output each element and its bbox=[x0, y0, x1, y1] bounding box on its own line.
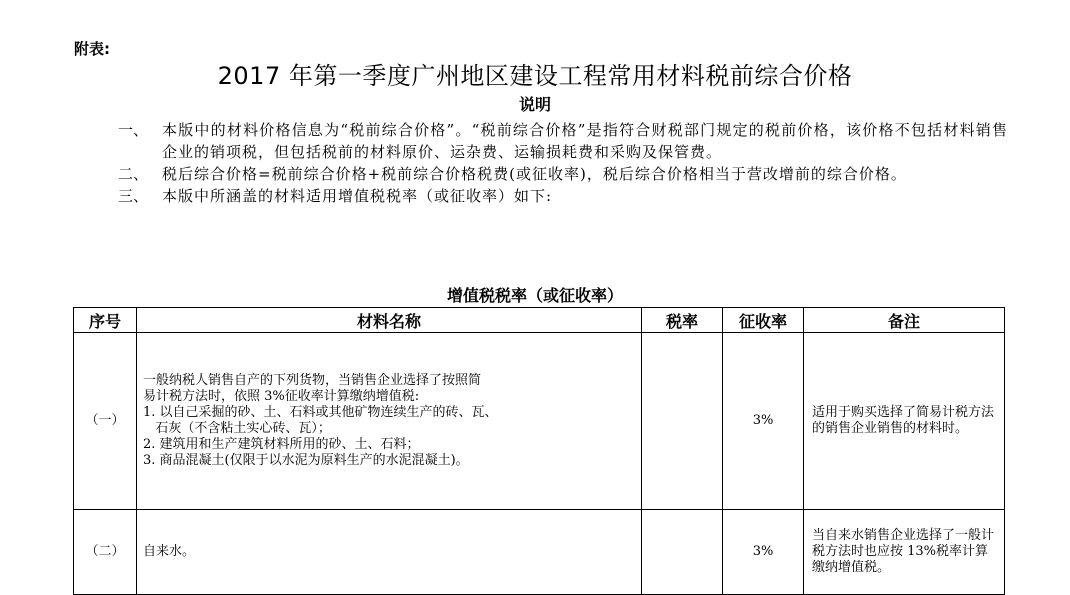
name-line: 自来水。 bbox=[143, 544, 196, 559]
note-number: 三、 bbox=[118, 187, 149, 205]
header-remark: 备注 bbox=[804, 308, 1005, 333]
page-title: 2017 年第一季度广州地区建设工程常用材料税前综合价格 bbox=[217, 62, 853, 90]
cell-seq: （二） bbox=[74, 510, 137, 595]
cell-remark: 当自来水销售企业选择了一般计税方法时也应按 13%税率计算缴纳增值税。 bbox=[804, 510, 1005, 595]
name-line: 3. 商品混凝土(仅限于以水泥为原料生产的水泥混凝土)。 bbox=[143, 453, 469, 468]
header-name: 材料名称 bbox=[137, 308, 642, 333]
explanation-heading: 说明 bbox=[518, 95, 551, 114]
header-tax-rate: 税率 bbox=[642, 308, 723, 333]
cell-name bbox=[137, 510, 642, 595]
name-line: 2. 建筑用和生产建筑材料所用的砂、土、石料； bbox=[143, 437, 420, 452]
cell-levy-rate: 3% bbox=[723, 333, 804, 510]
name-line: 1. 以自己采掘的砂、土、石料或其他矿物连续生产的砖、瓦、 bbox=[143, 405, 498, 420]
header-seq: 序号 bbox=[74, 308, 137, 333]
table-title: 增值税税率（或征收率） bbox=[446, 286, 623, 305]
name-line: 一般纳税人销售自产的下列货物，当销售企业选择了按照简 bbox=[143, 373, 482, 388]
name-line: 易计税方法时，依照 3%征收率计算缴纳增值税: bbox=[143, 389, 420, 404]
cell-remark: 适用于购买选择了简易计税方法的销售企业销售的材料时。 bbox=[804, 333, 1005, 510]
note-item bbox=[118, 163, 1008, 185]
cell-tax-rate bbox=[642, 510, 723, 595]
note-item bbox=[118, 185, 1008, 207]
table-row bbox=[74, 510, 1005, 595]
cell-seq: （一） bbox=[74, 333, 137, 510]
note-text: 本版中所涵盖的材料适用增值税税率（或征收率）如下: bbox=[162, 187, 553, 205]
cell-name bbox=[137, 333, 642, 510]
name-line: 石灰（不含粘土实心砖、瓦）； bbox=[143, 421, 331, 436]
table-header-row bbox=[74, 308, 1005, 333]
note-text: 税后综合价格=税前综合价格+税前综合价格税费(或征收率)，税后综合价格相当于营改增前的综合价格。 bbox=[162, 165, 907, 183]
cell-tax-rate bbox=[642, 333, 723, 510]
table-row bbox=[74, 333, 1005, 510]
notes-list bbox=[118, 119, 1008, 207]
header-levy-rate: 征收率 bbox=[723, 308, 804, 333]
note-number: 一、 bbox=[118, 121, 149, 139]
cell-levy-rate: 3% bbox=[723, 510, 804, 595]
tax-rate-table bbox=[73, 307, 1005, 595]
note-item bbox=[118, 119, 1008, 163]
note-number: 二、 bbox=[118, 165, 149, 183]
note-text: 本版中的材料价格信息为“税前综合价格”。“税前综合价格”是指符合财税部门规定的税前价格，该价格不包括材料销售企业的销项税，但包括税前的材料原价、运杂费、运输损耗费和采购及保管费。 bbox=[162, 121, 1008, 161]
attachment-label: 附表: bbox=[74, 40, 110, 58]
